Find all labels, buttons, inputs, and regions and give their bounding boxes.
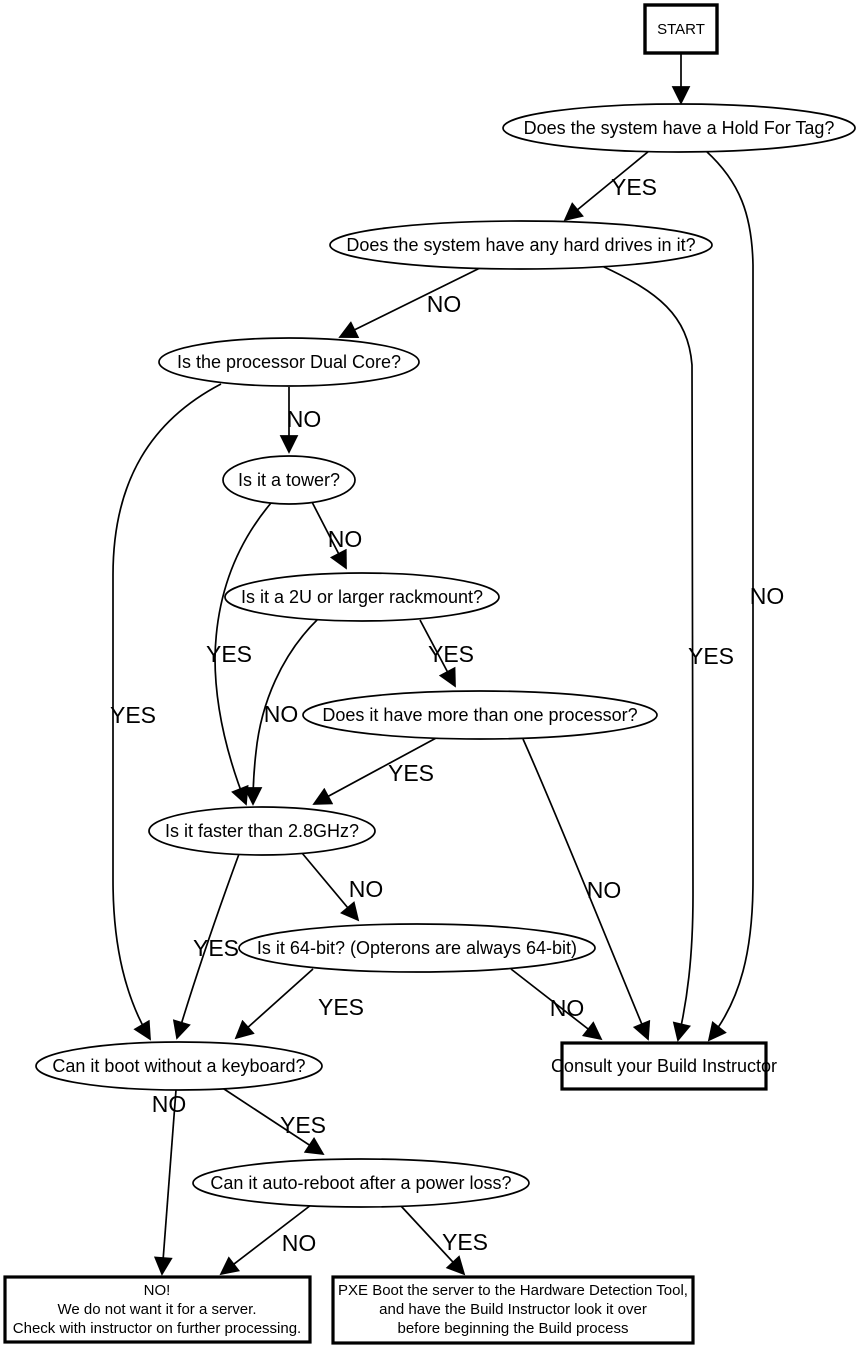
reject-line-2: We do not want it for a server. (57, 1301, 257, 1318)
pxe-boot-line-3: before beginning the Build process (397, 1320, 629, 1337)
edge-label-is-64bit-no: NO (549, 995, 585, 1021)
edge-label-multi-processor-no: NO (586, 877, 622, 903)
node-hard-drives (330, 221, 712, 269)
node-start (645, 5, 717, 53)
edge-label-rackmount-yes: YES (427, 641, 475, 667)
node-auto-reboot (193, 1159, 529, 1207)
edge-label-rackmount-no: NO (263, 701, 299, 727)
edge-label-auto-reboot-yes: YES (441, 1229, 489, 1255)
edge-label-multi-processor-yes: YES (387, 760, 435, 786)
pxe-boot-line-1: PXE Boot the server to the Hardware Detection Tool, (338, 1282, 688, 1299)
edge-label-dual-core-yes: YES (109, 702, 157, 728)
node-boot-without-keyboard (36, 1042, 322, 1090)
is-64bit-label: Is it 64-bit? (Opterons are always 64-bit) (256, 938, 578, 958)
node-reject (5, 1277, 310, 1342)
hold-for-tag-label: Does the system have a Hold For Tag? (523, 118, 835, 138)
edge-label-is-64bit-yes: YES (317, 994, 365, 1020)
hard-drives-label: Does the system have any hard drives in it? (346, 235, 696, 255)
node-consult-instructor (551, 1043, 777, 1089)
edge-label-tower-yes: YES (205, 641, 253, 667)
edge-label-hold-for-tag-yes: YES (610, 174, 658, 200)
edge-label-faster-2-8ghz-no: NO (348, 876, 384, 902)
node-rackmount (225, 573, 499, 621)
node-multi-processor (303, 691, 657, 739)
edge-label-dual-core-no: NO (286, 406, 322, 432)
consult-instructor-label: Consult your Build Instructor (550, 1056, 778, 1076)
edge-label-tower-no: NO (327, 526, 363, 552)
edge-multi-processor-no (523, 739, 648, 1039)
edge-label-boot-without-keyboard-yes: YES (279, 1112, 327, 1138)
multi-processor-label: Does it have more than one processor? (322, 705, 638, 725)
node-is-64bit (239, 924, 595, 972)
pxe-boot-line-2: and have the Build Instructor look it over (379, 1301, 647, 1318)
node-dual-core (159, 338, 419, 386)
start-label: START (657, 21, 705, 38)
tower-label: Is it a tower? (237, 470, 341, 490)
boot-without-keyboard-label: Can it boot without a keyboard? (52, 1056, 306, 1076)
reject-line-1: NO! (143, 1282, 171, 1299)
rackmount-label: Is it a 2U or larger rackmount? (240, 587, 484, 607)
faster-2-8ghz-label: Is it faster than 2.8GHz? (164, 821, 360, 841)
edge-label-auto-reboot-no: NO (281, 1230, 317, 1256)
node-hold-for-tag (503, 104, 855, 152)
edge-label-boot-without-keyboard-no: NO (151, 1091, 187, 1117)
edge-label-hard-drives-no: NO (426, 291, 462, 317)
dual-core-label: Is the processor Dual Core? (176, 352, 402, 372)
reject-line-3: Check with instructor on further processing. (12, 1320, 302, 1337)
node-pxe-boot (333, 1277, 693, 1343)
node-faster-2-8ghz (149, 807, 375, 855)
edge-label-faster-2-8ghz-yes: YES (192, 935, 240, 961)
auto-reboot-label: Can it auto-reboot after a power loss? (210, 1173, 512, 1193)
edge-label-hold-for-tag-no: NO (749, 583, 785, 609)
edge-label-hard-drives-yes: YES (687, 643, 735, 669)
node-tower (223, 456, 355, 504)
edge-hold-for-tag-no (706, 151, 753, 1040)
edge-boot-without-keyboard-no (162, 1090, 176, 1274)
edge-is-64bit-yes (236, 969, 313, 1038)
edge-hard-drives-yes (602, 266, 693, 1040)
